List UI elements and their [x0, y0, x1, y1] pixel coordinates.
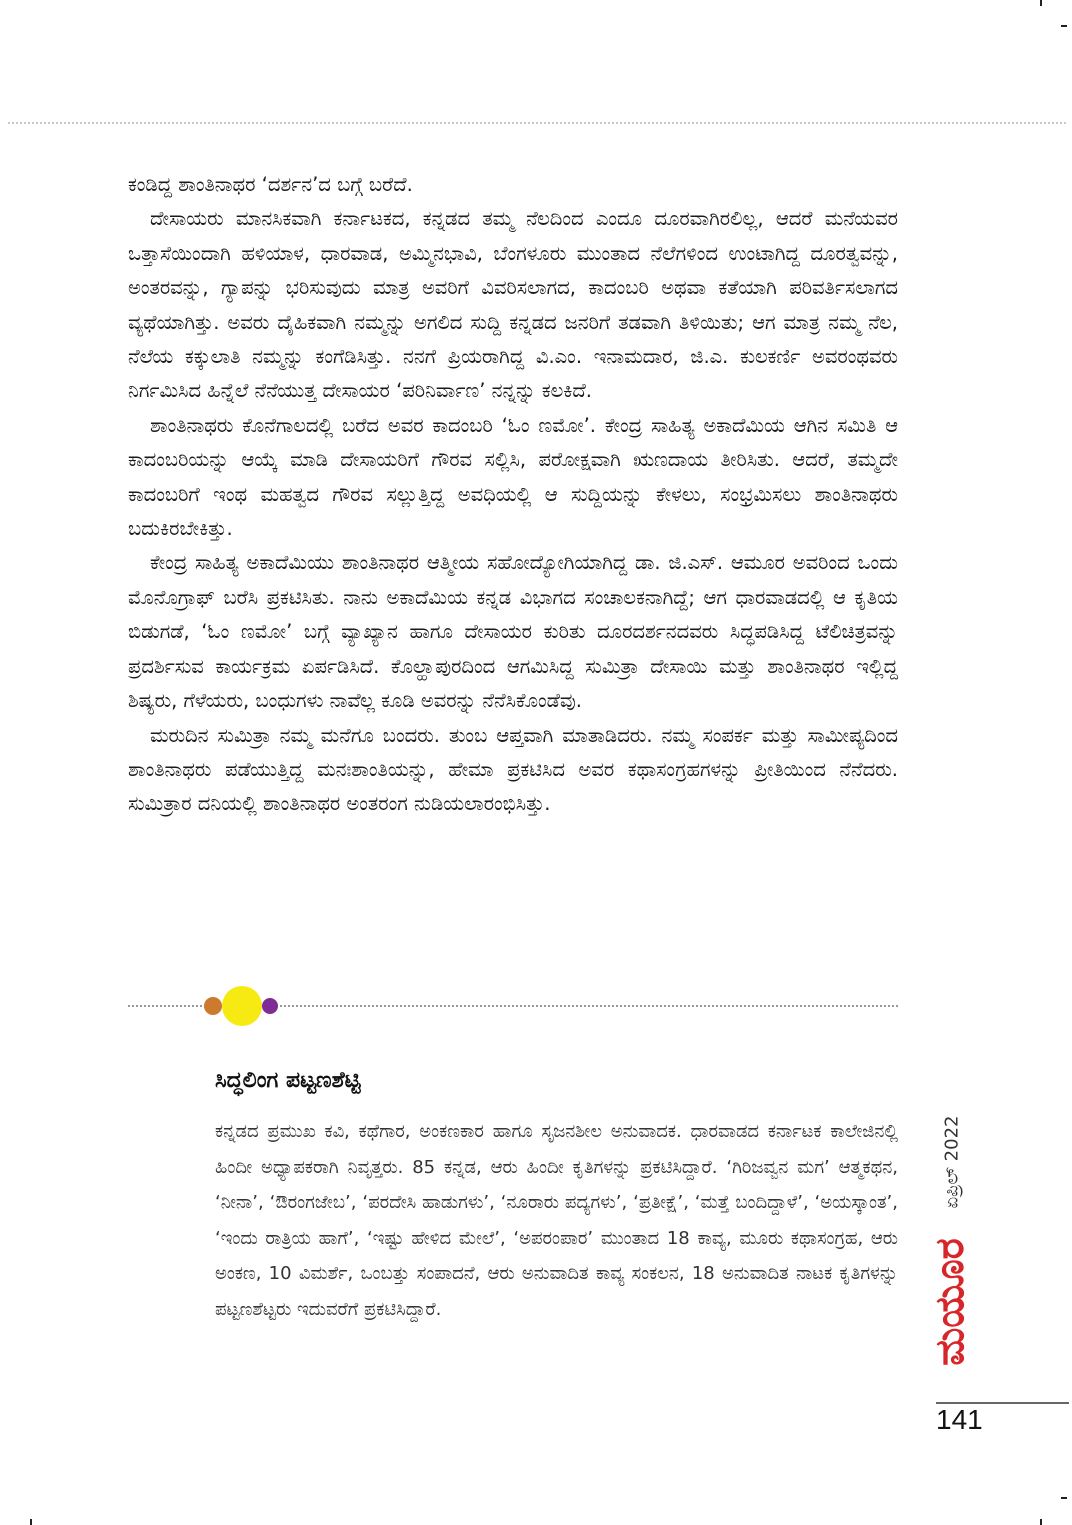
issue-date-label: ಏಪ್ರಿಲ್ 2022	[941, 1115, 963, 1209]
page-number: 141	[936, 1404, 983, 1435]
article-paragraph: ಶಾಂತಿನಾಥರು ಕೊನೆಗಾಲದಲ್ಲಿ ಬರೆದ ಅವರ ಕಾದಂಬರಿ ‘ಓಂ ಣಮೋ’. ಕೇಂದ್ರ ಸಾಹಿತ್ಯ ಅಕಾದೆಮಿಯ ಆಗಿನ ಸಮಿತಿ ಆ ಕಾದಂಬರಿಯನ್ನು ಆಯ್ಕೆ ಮಾಡಿ ದೇಸಾಯರಿಗೆ ಗೌರವ ಸಲ್ಲಿಸಿ, ಪರೋಕ್ಷವಾಗಿ ಋಣದಾಯ ತೀರಿಸಿತು. ಆದರೆ, ತಮ್ಮದೇ ಕಾದಂಬರಿಗೆ ಇಂಥ ಮಹತ್ವದ ಗೌರವ ಸಲ್ಲುತ್ತಿದ್ದ ಅವಧಿಯಲ್ಲಿ ಆ ಸುದ್ದಿಯನ್ನು ಕೇಳಲು, ಸಂಭ್ರಮಿಸಲು ಶಾಂತಿನಾಥರು ಬದುಕಿರಬೇಕಿತ್ತು.	[128, 413, 898, 541]
divider-dot-yellow	[222, 986, 262, 1026]
crop-mark	[1061, 1497, 1067, 1499]
article-paragraph: ಮರುದಿನ ಸುಮಿತ್ರಾ ನಮ್ಮ ಮನೆಗೂ ಬಂದರು. ತುಂಬ ಆಪ್ತವಾಗಿ ಮಾತಾಡಿದರು. ನಮ್ಮ ಸಂಪರ್ಕ ಮತ್ತು ಸಾಮೀಪ್ಯದಿಂದ ಶಾಂತಿನಾಥರು ಪಡೆಯುತ್ತಿದ್ದ ಮನಃಶಾಂತಿಯನ್ನು, ಹೇಮಾ ಪ್ರಕಟಿಸಿದ ಅವರ ಕಥಾಸಂಗ್ರಹಗಳನ್ನು ಪ್ರೀತಿಯಿಂದ ನೆನೆದರು. ಸುಮಿತ್ರಾರ ದನಿಯಲ್ಲಿ ಶಾಂತಿನಾಥರ ಅಂತರಂಗ ನುಡಿಯಲಾರಂಭಿಸಿತ್ತು.	[128, 723, 898, 816]
divider-dot-purple	[262, 998, 278, 1014]
author-bio: ಕನ್ನಡದ ಪ್ರಮುಖ ಕವಿ, ಕಥೆಗಾರ, ಅಂಕಣಕಾರ ಹಾಗೂ ಸೃಜನಶೀಲ ಅನುವಾದಕ. ಧಾರವಾಡದ ಕರ್ನಾಟಕ ಕಾಲೇಜಿನಲ್ಲಿ ಹಿಂದೀ ಅಧ್ಯಾಪಕರಾಗಿ ನಿವೃತ್ತರು. 85 ಕನ್ನಡ, ಆರು ಹಿಂದೀ ಕೃತಿಗಳನ್ನು ಪ್ರಕಟಿಸಿದ್ದಾರೆ. ‘ಗಿರಿಜವ್ವನ ಮಗ’ ಆತ್ಮಕಥನ, ‘ನೀನಾ’, ‘ಔರಂಗಜೇಬ’, ‘ಪರದೇಸಿ ಹಾಡುಗಳು’, ‘ನೂರಾರು ಪದ್ಯಗಳು’, ‘ಪ್ರತೀಕ್ಷೆ’, ‘ಮತ್ತೆ ಬಂದಿದ್ದಾಳೆ’, ‘ಅಯಸ್ಕಾಂತ’, ‘ಇಂದು ರಾತ್ರಿಯ ಹಾಗೆ’, ‘ಇಷ್ಟು ಹೇಳಿದ ಮೇಲೆ’, ‘ಅಪರಂಪಾರ’ ಮುಂತಾದ 18 ಕಾವ್ಯ, ಮೂರು ಕಥಾಸಂಗ್ರಹ, ಆರು ಅಂಕಣ, 10 ವಿಮರ್ಶೆ, ಒಂಬತ್ತು ಸಂಪಾದನೆ, ಆರು ಅನುವಾದಿತ ಕಾವ್ಯ ಸಂಕಲನ, 18 ಅನುವಾದಿತ ನಾಟಕ ಕೃತಿಗಳನ್ನು ಪಟ್ಟಣಶೆಟ್ಟರು ಇದುವರೆಗೆ ಪ್ರಕಟಿಸಿದ್ದಾರೆ.	[215, 1121, 898, 1320]
crop-mark	[30, 1519, 32, 1525]
crop-mark	[1040, 0, 1042, 6]
divider-dot-orange	[204, 997, 222, 1015]
article-paragraph: ಕಂಡಿದ್ದ ಶಾಂತಿನಾಥರ ‘ದರ್ಶನ’ದ ಬಗ್ಗೆ ಬರೆದೆ.	[128, 173, 413, 196]
magazine-logo	[922, 1222, 978, 1382]
top-dotted-rule	[8, 122, 1066, 124]
magazine-logo-text: ಮಯೂರ	[927, 1238, 973, 1366]
article-paragraph: ಕೇಂದ್ರ ಸಾಹಿತ್ಯ ಅಕಾದೆಮಿಯು ಶಾಂತಿನಾಥರ ಆತ್ಮೀಯ ಸಹೋದ್ಯೋಗಿಯಾಗಿದ್ದ ಡಾ. ಜಿ.ಎಸ್. ಆಮೂರ ಅವರಿಂದ ಒಂದು ಮೊನೊಗ್ರಾಫ್ ಬರೆಸಿ ಪ್ರಕಟಿಸಿತು. ನಾನು ಅಕಾದೆಮಿಯ ಕನ್ನಡ ವಿಭಾಗದ ಸಂಚಾಲಕನಾಗಿದ್ದೆ; ಆಗ ಧಾರವಾಡದಲ್ಲಿ ಆ ಕೃತಿಯ ಬಿಡುಗಡೆ, ‘ಓಂ ಣಮೋ’ ಬಗ್ಗೆ ವ್ಯಾಖ್ಯಾನ ಹಾಗೂ ದೇಸಾಯರ ಕುರಿತು ದೂರದರ್ಶನದವರು ಸಿದ್ಧಪಡಿಸಿದ್ದ ಟೆಲಿಚಿತ್ರವನ್ನು ಪ್ರದರ್ಶಿಸುವ ಕಾರ್ಯಕ್ರಮ ಏರ್ಪಡಿಸಿದೆ. ಕೊಲ್ಹಾಪುರದಿಂದ ಆಗಮಿಸಿದ್ದ ಸುಮಿತ್ರಾ ದೇಸಾಯಿ ಮತ್ತು ಶಾಂತಿನಾಥರ ಇಲ್ಲಿದ್ದ ಶಿಷ್ಯರು, ಗೆಳೆಯರು, ಬಂಧುಗಳು ನಾವೆಲ್ಲ ಕೂಡಿ ಅವರನ್ನು ನೆನೆಸಿಕೊಂಡೆವು.	[128, 551, 898, 713]
section-divider	[128, 986, 898, 1026]
issue-date	[927, 1112, 977, 1212]
author-name: ಸಿದ್ಧಲಿಂಗ ಪಟ್ಟಣಶೆಟ್ಟಿ	[215, 1068, 361, 1093]
article-body	[128, 168, 898, 822]
crop-mark	[1040, 1519, 1042, 1525]
crop-mark	[1061, 25, 1067, 27]
article-paragraph: ದೇಸಾಯರು ಮಾನಸಿಕವಾಗಿ ಕರ್ನಾಟಕದ, ಕನ್ನಡದ ತಮ್ಮ ನೆಲದಿಂದ ಎಂದೂ ದೂರವಾಗಿರಲಿಲ್ಲ, ಆದರೆ ಮನೆಯವರ ಒತ್ತಾಸೆಯಿಂದಾಗಿ ಹಳಿಯಾಳ, ಧಾರವಾಡ, ಅಮ್ಮಿನಭಾವಿ, ಬೆಂಗಳೂರು ಮುಂತಾದ ನೆಲೆಗಳಿಂದ ಉಂಟಾಗಿದ್ದ ದೂರತ್ವವನ್ನು, ಅಂತರವನ್ನು, ಗ್ಯಾಪನ್ನು ಭರಿಸುವುದು ಮಾತ್ರ ಅವರಿಗೆ ವಿವರಿಸಲಾಗದ, ಕಾದಂಬರಿ ಅಥವಾ ಕತೆಯಾಗಿ ಪರಿವರ್ತಿಸಲಾಗದ ವ್ಯಥೆಯಾಗಿತ್ತು. ಅವರು ದೈಹಿಕವಾಗಿ ನಮ್ಮನ್ನು ಅಗಲಿದ ಸುದ್ದಿ ಕನ್ನಡದ ಜನರಿಗೆ ತಡವಾಗಿ ತಿಳಿಯಿತು; ಆಗ ಮಾತ್ರ ನಮ್ಮ ನೆಲ, ನೆಲೆಯ ಕಕ್ಕುಲಾತಿ ನಮ್ಮನ್ನು ಕಂಗೆಡಿಸಿತ್ತು. ನನಗೆ ಪ್ರಿಯರಾಗಿದ್ದ ವಿ.ಎಂ. ಇನಾಮದಾರ, ಜಿ.ಎ. ಕುಲಕರ್ಣಿ ಅವರಂಥವರು ನಿರ್ಗಮಿಸಿದ ಹಿನ್ನೆಲೆ ನೆನೆಯುತ್ತ ದೇಸಾಯರ ‘ಪರಿನಿರ್ವಾಣ’ ನನ್ನನ್ನು ಕಲಕಿದೆ.	[128, 207, 898, 403]
